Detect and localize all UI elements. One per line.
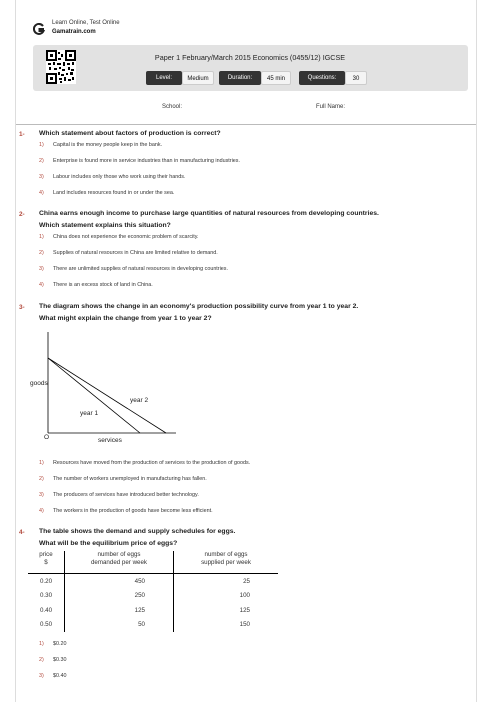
- option-number[interactable]: 2): [39, 250, 44, 256]
- table-cell: 125: [65, 603, 174, 618]
- level-value: Medium: [182, 71, 214, 85]
- question-subtext: What might explain the change from year 1 to year 2?: [39, 315, 212, 322]
- table-row: [28, 574, 278, 589]
- year-2-curve: [48, 358, 166, 433]
- option-number[interactable]: 4): [39, 508, 44, 514]
- option-number[interactable]: 3): [39, 673, 44, 679]
- option-text[interactable]: Resources have moved from the production of services to the production of goods.: [53, 460, 251, 466]
- option-number[interactable]: 4): [39, 190, 44, 196]
- year-2-label: year 2: [130, 397, 149, 404]
- option-text[interactable]: China does not experience the economic problem of scarcity.: [53, 234, 199, 240]
- option-number[interactable]: 3): [39, 174, 44, 180]
- table-cell: 450: [65, 574, 174, 589]
- option-text[interactable]: Capital is the money people keep in the bank.: [53, 142, 163, 148]
- option-text[interactable]: Labour includes only those who work using their hands.: [53, 174, 186, 180]
- option-text[interactable]: $0.40: [53, 673, 67, 679]
- x-axis-label: services: [98, 437, 122, 444]
- option-text[interactable]: The number of workers unemployed in manufacturing has fallen.: [53, 476, 207, 482]
- option-text[interactable]: $0.20: [53, 641, 67, 647]
- egg-schedule-table: [28, 551, 278, 632]
- level-label: Level:: [146, 71, 182, 85]
- page-right-edge: [476, 0, 477, 702]
- year-1-label: year 1: [80, 410, 99, 417]
- table-cell: 0.50: [39, 621, 53, 629]
- question-subtext: Which statement explains this situation?: [39, 222, 171, 229]
- fullname-field-label: Full Name:: [316, 104, 346, 110]
- question-number: 1-: [19, 131, 25, 138]
- table-row: [28, 618, 278, 633]
- table-header-supplied: [174, 551, 279, 574]
- option-text[interactable]: Supplies of natural resources in China are limited relative to demand.: [53, 250, 218, 256]
- question-text: The table shows the demand and supply schedules for eggs.: [39, 528, 236, 535]
- year-1-curve: [48, 358, 140, 433]
- option-number[interactable]: 1): [39, 641, 44, 647]
- option-text[interactable]: The producers of services have introduced better technology.: [53, 492, 199, 498]
- qr-code-icon: [46, 50, 76, 84]
- option-number[interactable]: 1): [39, 460, 44, 466]
- option-number[interactable]: 4): [39, 282, 44, 288]
- school-field-label: School:: [162, 104, 183, 110]
- origin-label: O: [44, 434, 50, 441]
- header-line: $: [44, 559, 48, 566]
- option-number[interactable]: 3): [39, 492, 44, 498]
- option-number[interactable]: 3): [39, 266, 44, 272]
- question-number: 2-: [19, 211, 25, 218]
- table-header-row: [28, 551, 278, 574]
- table-cell: 100: [174, 589, 279, 604]
- question-number: 4-: [19, 529, 25, 536]
- questions-value: 30: [345, 71, 367, 85]
- header-line: demanded per week: [90, 559, 148, 566]
- option-text[interactable]: Land includes resources found in or under the sea.: [53, 190, 175, 196]
- header-divider: [16, 124, 476, 125]
- header-line: number of eggs: [97, 551, 141, 558]
- question-text: China earns enough income to purchase large quantities of natural resources from developing countries.: [39, 210, 379, 217]
- ppc-diagram: [28, 328, 178, 448]
- table-header-demanded: [65, 551, 174, 574]
- table-cell: 125: [174, 603, 279, 618]
- option-number[interactable]: 2): [39, 476, 44, 482]
- table-cell: 250: [65, 589, 174, 604]
- gamatrain-logo-icon: [33, 23, 45, 35]
- table-header-price: [28, 551, 65, 574]
- table-row: [28, 589, 278, 604]
- question-text: The diagram shows the change in an economy's production possibility curve from year 1 to year 2.: [39, 303, 359, 310]
- site-tagline: Learn Online, Test Online: [52, 20, 120, 26]
- question-number: 3-: [19, 304, 25, 311]
- table-cell: 0.20: [39, 577, 53, 585]
- option-text[interactable]: There is an excess stock of land in China.: [53, 282, 153, 288]
- option-text[interactable]: There are unlimited supplies of natural resources in developing countries.: [53, 266, 228, 272]
- site-name[interactable]: Gamatrain.com: [52, 29, 96, 35]
- question-subtext: What will be the equilibrium price of eggs?: [39, 540, 178, 547]
- option-number[interactable]: 2): [39, 657, 44, 663]
- table-cell: 50: [65, 618, 174, 633]
- option-text[interactable]: The workers in the production of goods have become less efficient.: [53, 508, 213, 514]
- y-axis-label: goods: [30, 380, 48, 387]
- table-cell: 0.30: [39, 592, 53, 600]
- question-text: Which statement about factors of production is correct?: [39, 130, 221, 137]
- option-text[interactable]: Enterprise is found more in service industries than in manufacturing industries.: [53, 158, 240, 164]
- table-cell: 25: [174, 574, 279, 589]
- duration-label: Duration:: [219, 71, 261, 85]
- option-text[interactable]: $0.30: [53, 657, 67, 663]
- header-line: supplied per week: [201, 559, 251, 566]
- table-row: [28, 603, 278, 618]
- header-line: number of eggs: [204, 551, 248, 558]
- table-cell: 0.40: [39, 606, 53, 614]
- duration-value: 45 min: [261, 71, 291, 85]
- table-cell: 150: [174, 618, 279, 633]
- page-left-edge: [15, 0, 16, 702]
- option-number[interactable]: 2): [39, 158, 44, 164]
- option-number[interactable]: 1): [39, 142, 44, 148]
- questions-label: Questions:: [299, 71, 345, 85]
- header-line: price: [39, 551, 53, 558]
- paper-title: Paper 1 February/March 2015 Economics (0455/12) IGCSE: [154, 53, 346, 62]
- option-number[interactable]: 1): [39, 234, 44, 240]
